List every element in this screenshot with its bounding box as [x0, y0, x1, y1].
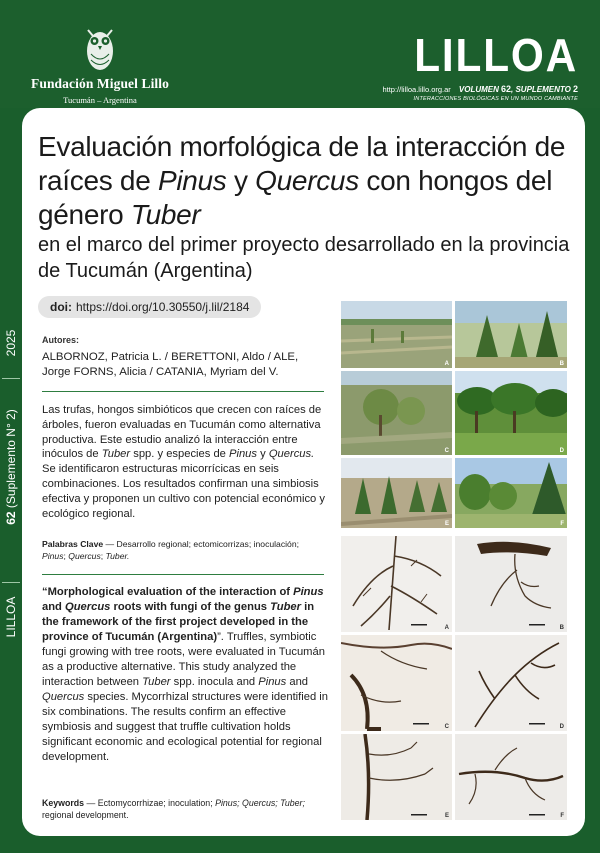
sidebar-divider: [2, 378, 20, 379]
root-photo: [341, 536, 452, 632]
sidebar-issue-number: 62: [4, 511, 18, 525]
figure-label: A: [444, 361, 449, 367]
authors-list: ALBORNOZ, Patricia L. / BERETTONI, Aldo / ALE, Jorge FORNS, Alicia / CATANIA, Myriam del V.: [42, 351, 299, 378]
abstract-spanish: Las trufas, hongos simbióticos que crecen con raíces de árboles, fueron evaluadas en Tucumán como alternativa productiva. Este estudio analizó la interacción entre inóculos de Tuber spp. y especies de Pinus y Quercus. Se identificaron estructuras micorrícicas en seis combinaciones. Los resultados confirman una simbiosis efectiva y proponen un cultivo con potencial económico y ecológico regional.: [42, 404, 325, 520]
field-photo: [341, 301, 452, 368]
figure-label: B: [559, 361, 564, 367]
figure-label: A: [444, 625, 449, 631]
root-photo: [455, 536, 567, 632]
foundation-logo: [30, 24, 170, 105]
section-divider: [42, 391, 324, 392]
sidebar: [0, 300, 22, 853]
foundation-location: Tucumán – Argentina: [63, 95, 137, 105]
volume-label: VOLUMEN: [458, 85, 499, 94]
figure-label: E: [444, 521, 449, 527]
figure-label: D: [559, 724, 564, 730]
abstract-english: “Morphological evaluation of the interaction of Pinus and Quercus roots with fungi of the genus Tuber in the framework of the first project developed in the province of Tucumán (Argentina)”. Truffles, symbiotic fungi growing with tree roots, were evaluated in Tucumán as a productive alternative. This study analyzed the interaction between Tuber spp. inocula and Pinus and Quercus species. Mycorrhizal structures were identified in six combinations. The results confirm an effective symbiosis and suggest that truffle cultivation holds significant economic and ecological potential for regional development.: [42, 586, 329, 763]
volume-number: 62: [501, 84, 512, 94]
article-subtitle: en el marco del primer proyecto desarrollado en la provincia de Tucumán (Argentina): [38, 234, 570, 282]
root-photo: [341, 734, 452, 820]
root-photo: [455, 635, 567, 731]
sidebar-issue: [4, 409, 18, 525]
field-photo: [455, 458, 567, 528]
supplement-number: 2: [572, 84, 578, 94]
article-card: [22, 108, 585, 836]
sidebar-year: 2025: [4, 329, 18, 357]
journal-url[interactable]: http://lilloa.lillo.org.ar: [382, 85, 451, 94]
foundation-name: Fundación Miguel Lillo: [31, 76, 169, 91]
figure-label: B: [559, 625, 564, 631]
figure-label: F: [560, 521, 564, 527]
authors-heading: Autores:: [42, 335, 80, 345]
figure-label: F: [560, 813, 564, 819]
article-title: Evaluación morfológica de la interacción de raíces de Pinus y Quercus con hongos del género Tuber: [38, 131, 566, 230]
supplement-label: SUPLEMENTO: [515, 85, 571, 94]
root-photo: [455, 734, 567, 820]
keywords-english: Keywords — Ectomycorrhizae; inoculation; Pinus; Quercus; Tuber; regional development.: [42, 798, 305, 820]
volume-line: http://lilloa.lillo.org.ar VOLUMEN 62, SUPLEMENTO 2: [382, 84, 578, 94]
doi-badge[interactable]: [38, 296, 261, 318]
journal-title: LILLOA: [414, 29, 578, 81]
field-photo: [341, 371, 452, 455]
field-photo: [455, 371, 567, 455]
figure-label: E: [444, 813, 449, 819]
journal-header: [0, 0, 600, 108]
figure-label: D: [559, 448, 564, 454]
section-divider: [42, 574, 324, 575]
root-photo: [341, 635, 452, 731]
issue-theme: INTERACCIONES BIOLÓGICAS EN UN MUNDO CAMBIANTE: [413, 96, 578, 102]
owl-icon: [83, 24, 117, 72]
field-photo: [341, 458, 452, 528]
field-photo: [455, 301, 567, 368]
sidebar-divider: [2, 582, 20, 583]
keywords-spanish: Palabras Clave — Desarrollo regional; ectomicorrizas; inoculación; Pinus; Quercus; Tuber.: [42, 539, 299, 561]
figure-label: C: [444, 724, 449, 730]
figure-label: C: [444, 448, 449, 454]
sidebar-issue-supplement: (Suplemento N° 2): [4, 409, 18, 509]
doi-label: doi:: [50, 300, 72, 314]
doi-link[interactable]: https://doi.org/10.30550/j.lil/2184: [76, 300, 250, 314]
sidebar-journal: LILLOA: [4, 596, 18, 638]
